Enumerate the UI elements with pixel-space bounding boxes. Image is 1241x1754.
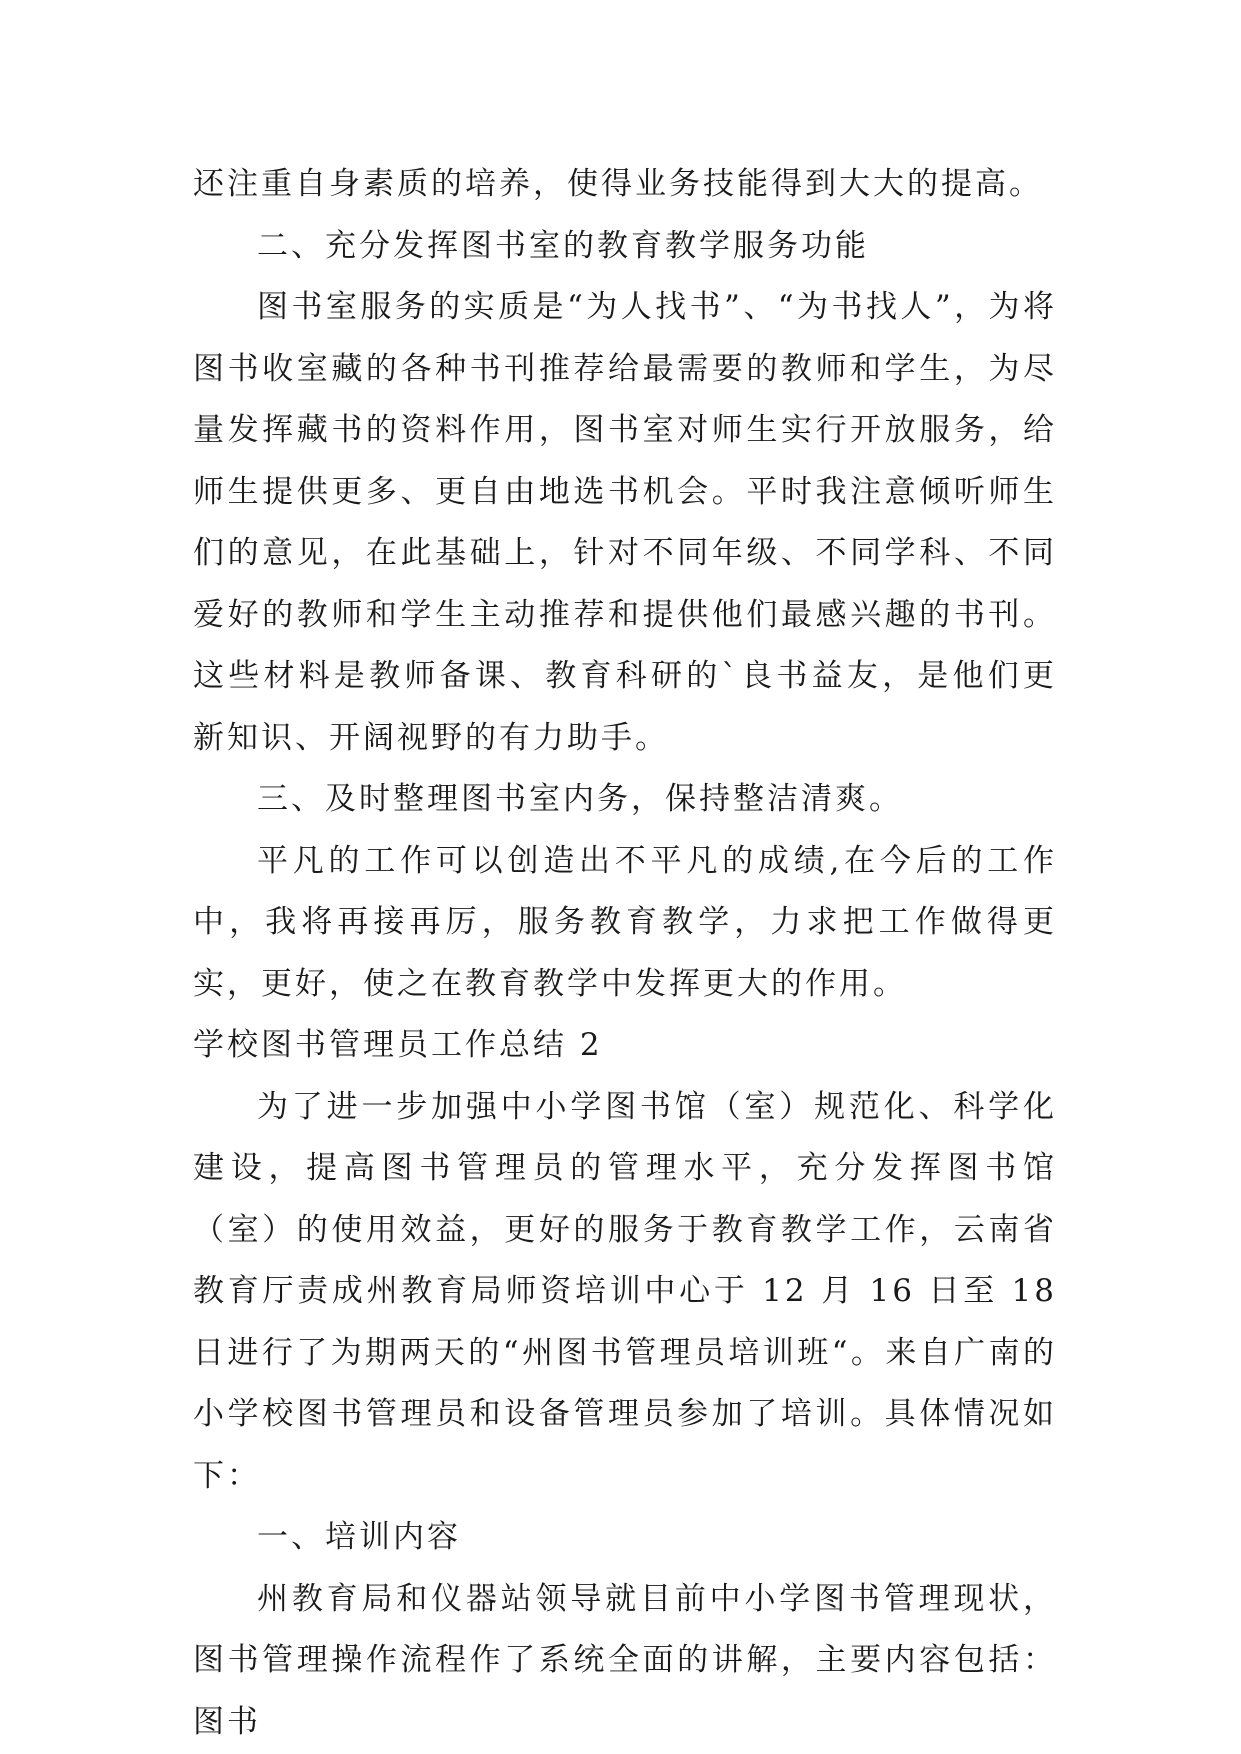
paragraph-continuation: 还注重自身素质的培养，使得业务技能得到大大的提高。 [193, 166, 1043, 202]
paragraph-training-details: 州教育局和仪器站领导就目前中小学图书管理现状，图书管理操作流程作了系统全面的讲解，主要内容包括：图书 [193, 1580, 1057, 1740]
paragraph-library-service: 图书室服务的实质是“为人找书”、“为书找人”，为将图书收室藏的各种书刊推荐给最需要的教师和学生，为尽量发挥藏书的资料作用，图书室对师生实行开放服务，给师生提供更多、更自由地选书机会。平时我注意倾听师生们的意见，在此基础上，针对不同年级、不同学科、不同爱好的教师和学生主动推荐和提供他们最感兴趣的书刊。这些材料是教师备课、教育科研的`良书益友，是他们更新知识、开阔视野的有力助手。 [193, 289, 1057, 756]
document-title-2: 学校图书管理员工作总结 2 [193, 1027, 603, 1063]
section-heading-training-content: 一、培训内容 [257, 1519, 461, 1555]
section-heading-2: 二、充分发挥图书室的教育教学服务功能 [257, 227, 869, 264]
document-body [193, 154, 1070, 1753]
paragraph-conclusion: 平凡的工作可以创造出不平凡的成绩,在今后的工作中，我将再接再厉，服务教育教学，力求把工作做得更实，更好，使之在教育教学中发挥更大的作用。 [193, 842, 1057, 1002]
paragraph-training-intro: 为了进一步加强中小学图书馆（室）规范化、科学化建设，提高图书管理员的管理水平，充分发挥图书馆（室）的使用效益，更好的服务于教育教学工作，云南省教育厅责成州教育局师资培训中心于 12 月 16 日至 18 日进行了为期两天的“州图书管理员培训班“。来自广南的小学校图书管理员和设备管理员参加了培训。具体情况如下： [193, 1088, 1070, 1494]
section-heading-3: 三、及时整理图书室内务，保持整洁清爽。 [257, 781, 903, 817]
